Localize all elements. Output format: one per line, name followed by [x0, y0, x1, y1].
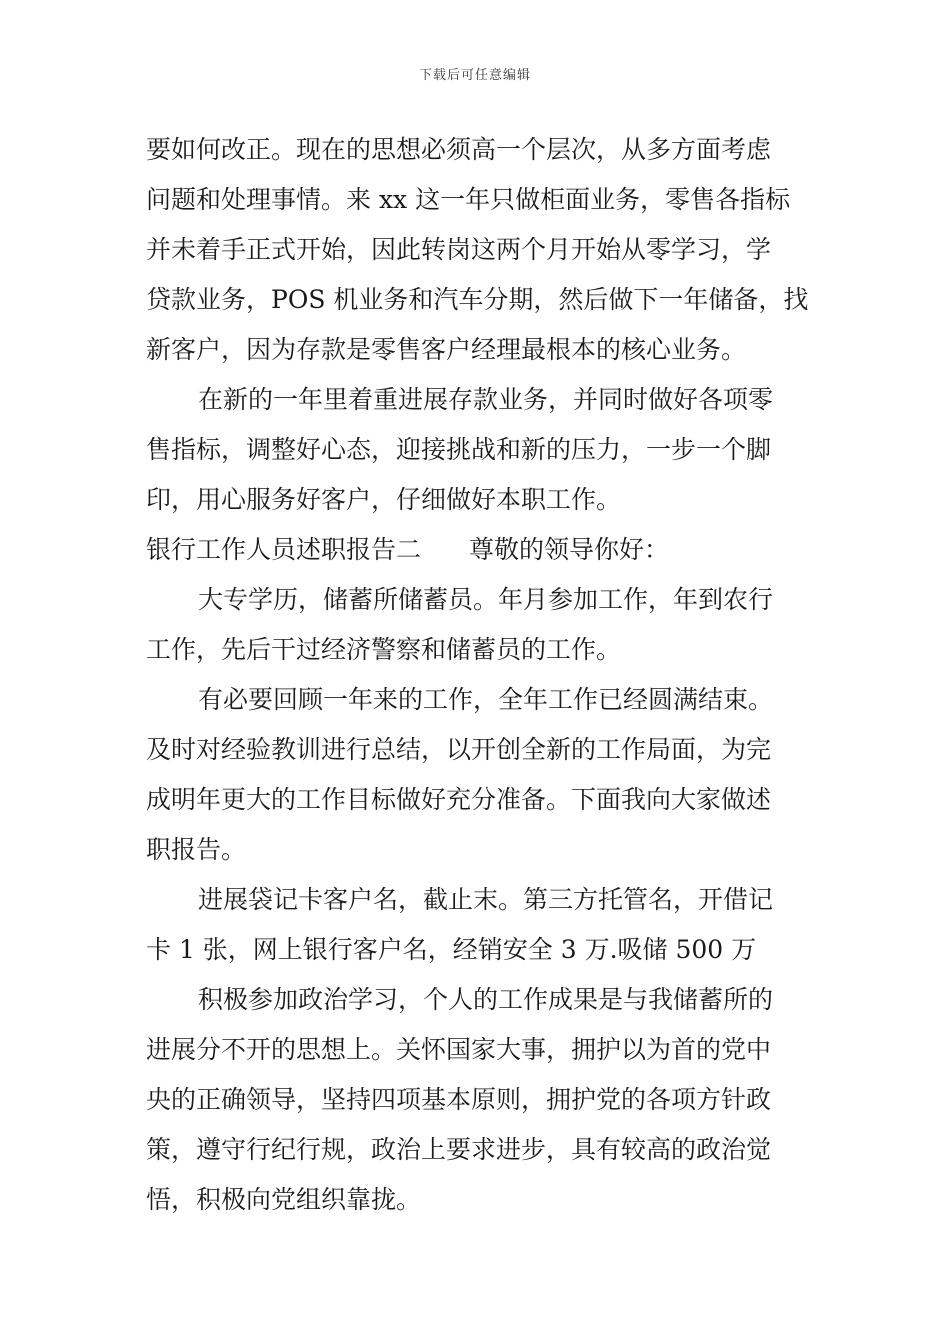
- text-line: 策，遵守行纪行规，政治上要求进步，具有较高的政治觉: [146, 1135, 772, 1164]
- text-line: 工作，先后干过经济警察和储蓄员的工作。: [146, 635, 622, 664]
- text-line: 售指标，调整好心态，迎接挑战和新的压力，一步一个脚: [146, 435, 772, 464]
- text-line: 悟，积极向党组织靠拢。: [146, 1185, 422, 1214]
- text-line: 央的正确领导，坚持四项基本原则，拥护党的各项方针政: [146, 1085, 772, 1114]
- text-line: 贷款业务，POS 机业务和汽车分期，然后做下一年储备，找: [146, 285, 808, 314]
- text-line: 大专学历，储蓄所储蓄员。年月参加工作，年到农行: [198, 585, 774, 614]
- text-line: 在新的一年里着重进展存款业务，并同时做好各项零: [198, 385, 774, 414]
- text-line: 并未着手正式开始，因此转岗这两个月开始从零学习，学: [146, 235, 772, 264]
- section-greeting: 尊敬的领导你好：: [469, 535, 670, 564]
- document-body: [146, 125, 808, 1225]
- text-line: 成明年更大的工作目标做好充分准备。下面我向大家做述: [146, 785, 772, 814]
- text-line: 问题和处理事情。来 xx 这一年只做柜面业务，零售各指标: [146, 185, 791, 214]
- text-line: 新客户，因为存款是零售客户经理最根本的核心业务。: [146, 335, 747, 364]
- text-line: 及时对经验教训进行总结，以开创全新的工作局面，为完: [146, 735, 772, 764]
- section-title: 银行工作人员述职报告二: [146, 535, 422, 564]
- text-line: 要如何改正。现在的思想必须高一个层次，从多方面考虑: [146, 135, 772, 164]
- text-line: 进展分不开的思想上。关怀国家大事，拥护以为首的党中: [146, 1035, 772, 1064]
- text-line: 进展袋记卡客户名，截止末。第三方托管名，开借记: [198, 885, 774, 914]
- text-line: 卡 1 张，网上银行客户名，经销安全 3 万.吸储 500 万: [146, 935, 757, 964]
- text-line: 有必要回顾一年来的工作，全年工作已经圆满结束。: [198, 685, 774, 714]
- text-line: 积极参加政治学习，个人的工作成果是与我储蓄所的: [198, 985, 774, 1014]
- section-heading: [146, 525, 808, 575]
- text-line: 职报告。: [146, 835, 247, 864]
- text-line: 印，用心服务好客户，仔细做好本职工作。: [146, 485, 622, 514]
- page-header: 下载后可任意编辑: [418, 68, 531, 83]
